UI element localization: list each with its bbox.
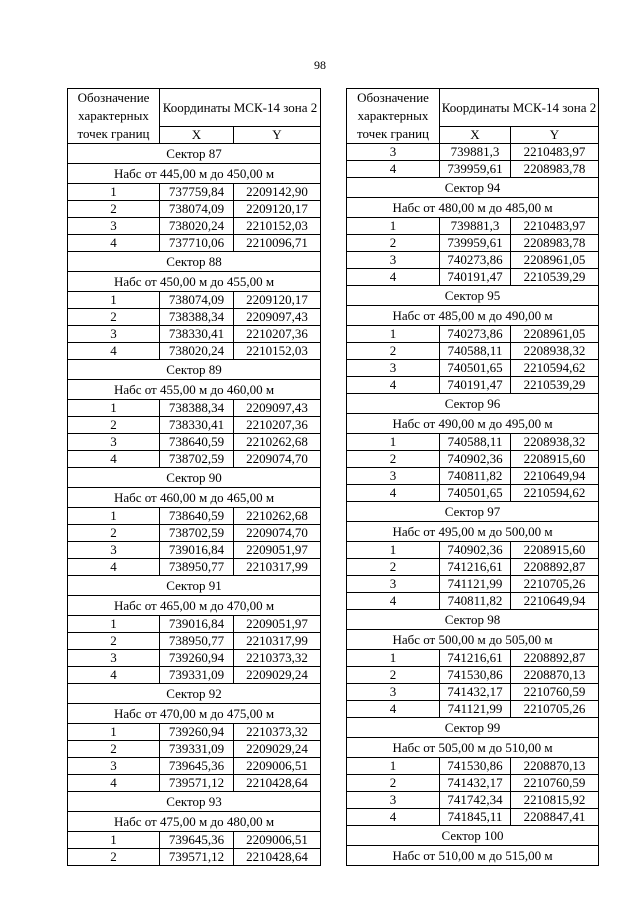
point-number: 1	[68, 292, 160, 309]
point-number: 4	[68, 775, 160, 792]
sector-range-row	[68, 596, 321, 616]
coord-x: 741530,86	[440, 758, 511, 775]
point-number: 4	[68, 343, 160, 360]
point-number: 1	[68, 400, 160, 417]
coord-x: 738330,41	[160, 417, 234, 434]
point-number: 4	[347, 701, 440, 718]
table-row	[347, 701, 599, 718]
table-row	[68, 451, 321, 468]
header-y: Y	[511, 127, 599, 144]
table-row	[347, 377, 599, 394]
coord-y: 2210760,59	[511, 684, 599, 701]
table-row	[347, 576, 599, 593]
sector-range: Набс от 460,00 м до 465,00 м	[68, 488, 321, 508]
table-row	[68, 667, 321, 684]
header-row	[68, 89, 321, 127]
coord-x: 741216,61	[440, 650, 511, 667]
sector-title: Сектор 91	[68, 576, 321, 596]
point-number: 1	[68, 724, 160, 741]
coord-x: 737710,06	[160, 235, 234, 252]
coord-y: 2210317,99	[234, 633, 321, 650]
coord-y: 2209051,97	[234, 542, 321, 559]
page-number: 98	[314, 58, 326, 72]
sector-title: Сектор 100	[347, 826, 599, 846]
coord-y: 2208938,32	[511, 434, 599, 451]
coord-x: 740501,65	[440, 360, 511, 377]
coord-x: 738702,59	[160, 451, 234, 468]
table-row	[68, 559, 321, 576]
coord-y: 2209097,43	[234, 400, 321, 417]
point-number: 1	[347, 542, 440, 559]
header-y: Y	[234, 127, 321, 144]
coord-y: 2210428,64	[234, 775, 321, 792]
point-number: 2	[68, 201, 160, 218]
header-coordinates: Координаты МСК-14 зона 2	[440, 89, 599, 127]
sector-range: Набс от 445,00 м до 450,00 м	[68, 164, 321, 184]
coord-y: 2209029,24	[234, 741, 321, 758]
table-row	[68, 326, 321, 343]
coord-y: 2210705,26	[511, 576, 599, 593]
coord-y: 2208870,13	[511, 758, 599, 775]
sector-range-row	[68, 164, 321, 184]
coord-x: 738020,24	[160, 218, 234, 235]
point-number: 1	[347, 434, 440, 451]
coord-x: 741845,11	[440, 809, 511, 826]
sector-range: Набс от 465,00 м до 470,00 м	[68, 596, 321, 616]
coord-x: 741216,61	[440, 559, 511, 576]
coord-y: 2208870,13	[511, 667, 599, 684]
coord-y: 2210705,26	[511, 701, 599, 718]
coord-y: 2208983,78	[511, 235, 599, 252]
sector-row	[68, 792, 321, 812]
table-row	[347, 559, 599, 576]
point-number: 2	[347, 559, 440, 576]
table-row	[68, 218, 321, 235]
coord-y: 2209006,51	[234, 832, 321, 849]
coord-x: 740273,86	[440, 252, 511, 269]
table-row	[68, 758, 321, 775]
table-row	[68, 525, 321, 542]
point-number: 3	[68, 758, 160, 775]
coord-y: 2210483,97	[511, 144, 599, 161]
coord-x: 739881,3	[440, 144, 511, 161]
coord-x: 738388,34	[160, 400, 234, 417]
point-number: 2	[347, 235, 440, 252]
point-number: 4	[347, 269, 440, 286]
sector-title: Сектор 87	[68, 144, 321, 164]
sector-row	[347, 502, 599, 522]
sector-range-row	[347, 846, 599, 866]
point-number: 4	[68, 235, 160, 252]
table-row	[68, 616, 321, 633]
coord-x: 740902,36	[440, 451, 511, 468]
header-x: X	[440, 127, 511, 144]
coord-x: 739959,61	[440, 161, 511, 178]
coord-x: 740191,47	[440, 377, 511, 394]
sector-row	[68, 252, 321, 272]
sector-range-row	[68, 812, 321, 832]
coord-y: 2210262,68	[234, 508, 321, 525]
sector-range-row	[68, 380, 321, 400]
coord-y: 2210649,94	[511, 468, 599, 485]
table-row	[68, 434, 321, 451]
coord-y: 2210373,32	[234, 724, 321, 741]
coord-x: 740273,86	[440, 326, 511, 343]
coord-x: 738388,34	[160, 309, 234, 326]
point-number: 3	[347, 360, 440, 377]
sector-title: Сектор 94	[347, 178, 599, 198]
coord-y: 2210428,64	[234, 849, 321, 866]
coord-y: 2210760,59	[511, 775, 599, 792]
point-number: 3	[347, 468, 440, 485]
coord-y: 2210483,97	[511, 218, 599, 235]
sector-range: Набс от 480,00 м до 485,00 м	[347, 198, 599, 218]
point-number: 3	[68, 650, 160, 667]
table-row	[347, 792, 599, 809]
table-row	[68, 201, 321, 218]
coord-x: 741432,17	[440, 684, 511, 701]
coord-y: 2208892,87	[511, 650, 599, 667]
coord-x: 738640,59	[160, 508, 234, 525]
point-number: 4	[347, 809, 440, 826]
header-point-designation: Обозначение характерных точек границ	[68, 89, 160, 144]
sector-range-row	[347, 522, 599, 542]
coord-y: 2209051,97	[234, 616, 321, 633]
point-number: 1	[347, 650, 440, 667]
table-row	[68, 741, 321, 758]
point-number: 3	[347, 252, 440, 269]
sector-range-row	[347, 738, 599, 758]
sector-title: Сектор 95	[347, 286, 599, 306]
sector-range-row	[68, 272, 321, 292]
coord-x: 739881,3	[440, 218, 511, 235]
coord-y: 2208938,32	[511, 343, 599, 360]
sector-title: Сектор 89	[68, 360, 321, 380]
coord-y: 2210207,36	[234, 326, 321, 343]
sector-range: Набс от 450,00 м до 455,00 м	[68, 272, 321, 292]
point-number: 2	[68, 633, 160, 650]
sector-row	[68, 576, 321, 596]
table-row	[347, 809, 599, 826]
coord-x: 738020,24	[160, 343, 234, 360]
point-number: 2	[347, 667, 440, 684]
coord-x: 741121,99	[440, 576, 511, 593]
sector-range: Набс от 470,00 м до 475,00 м	[68, 704, 321, 724]
sector-title: Сектор 98	[347, 610, 599, 630]
coord-x: 741742,34	[440, 792, 511, 809]
table-row	[68, 650, 321, 667]
coord-y: 2210539,29	[511, 377, 599, 394]
point-number: 3	[347, 792, 440, 809]
sector-title: Сектор 88	[68, 252, 321, 272]
point-number: 4	[347, 485, 440, 502]
table-row	[347, 451, 599, 468]
point-number: 1	[68, 616, 160, 633]
table-row	[347, 360, 599, 377]
table-row	[68, 508, 321, 525]
coord-y: 2210152,03	[234, 218, 321, 235]
point-number: 4	[68, 451, 160, 468]
point-number: 3	[68, 542, 160, 559]
header-row	[347, 89, 599, 127]
point-number: 1	[347, 758, 440, 775]
coord-x: 740811,82	[440, 593, 511, 610]
sector-range: Набс от 500,00 м до 505,00 м	[347, 630, 599, 650]
coord-y: 2208915,60	[511, 542, 599, 559]
sector-row	[347, 718, 599, 738]
coord-y: 2208847,41	[511, 809, 599, 826]
coord-x: 739645,36	[160, 832, 234, 849]
coord-x: 738640,59	[160, 434, 234, 451]
point-number: 4	[347, 593, 440, 610]
sector-row	[347, 826, 599, 846]
table-row	[347, 650, 599, 667]
table-row	[68, 417, 321, 434]
coord-x: 738950,77	[160, 559, 234, 576]
coord-y: 2209120,17	[234, 292, 321, 309]
table-row	[68, 542, 321, 559]
point-number: 4	[347, 377, 440, 394]
coord-y: 2209074,70	[234, 451, 321, 468]
coord-x: 739260,94	[160, 724, 234, 741]
point-number: 3	[347, 144, 440, 161]
coord-y: 2209006,51	[234, 758, 321, 775]
table-row	[347, 542, 599, 559]
coord-y: 2209120,17	[234, 201, 321, 218]
coord-x: 739331,09	[160, 741, 234, 758]
sector-row	[347, 286, 599, 306]
point-number: 2	[68, 417, 160, 434]
point-number: 2	[347, 775, 440, 792]
point-number: 1	[68, 832, 160, 849]
header-coordinates: Координаты МСК-14 зона 2	[160, 89, 321, 127]
sector-range-row	[68, 488, 321, 508]
sector-row	[68, 468, 321, 488]
table-row	[347, 775, 599, 792]
coord-y: 2209097,43	[234, 309, 321, 326]
sector-range: Набс от 485,00 м до 490,00 м	[347, 306, 599, 326]
sector-range-row	[347, 414, 599, 434]
point-number: 4	[68, 667, 160, 684]
point-number: 3	[68, 434, 160, 451]
point-number: 4	[68, 559, 160, 576]
header-point-designation: Обозначение характерных точек границ	[347, 89, 440, 144]
coordinates-table-right	[346, 88, 599, 866]
coord-x: 741121,99	[440, 701, 511, 718]
coord-y: 2210096,71	[234, 235, 321, 252]
sector-row	[68, 360, 321, 380]
coord-x: 739016,84	[160, 542, 234, 559]
coord-x: 739331,09	[160, 667, 234, 684]
table-row	[347, 758, 599, 775]
coord-y: 2208983,78	[511, 161, 599, 178]
sector-title: Сектор 90	[68, 468, 321, 488]
coord-y: 2210594,62	[511, 485, 599, 502]
coord-x: 740588,11	[440, 343, 511, 360]
coord-x: 739260,94	[160, 650, 234, 667]
coord-y: 2209142,90	[234, 184, 321, 201]
coord-x: 741530,86	[440, 667, 511, 684]
point-number: 2	[68, 525, 160, 542]
coord-x: 739016,84	[160, 616, 234, 633]
point-number: 2	[347, 451, 440, 468]
table-row	[347, 684, 599, 701]
coord-x: 739959,61	[440, 235, 511, 252]
sector-row	[347, 394, 599, 414]
table-row	[347, 485, 599, 502]
table-row	[347, 434, 599, 451]
coord-y: 2210262,68	[234, 434, 321, 451]
point-number: 2	[68, 849, 160, 866]
coord-y: 2210594,62	[511, 360, 599, 377]
coord-y: 2210207,36	[234, 417, 321, 434]
point-number: 1	[347, 326, 440, 343]
point-number: 1	[347, 218, 440, 235]
coord-x: 738702,59	[160, 525, 234, 542]
sector-range: Набс от 505,00 м до 510,00 м	[347, 738, 599, 758]
coord-x: 740902,36	[440, 542, 511, 559]
sector-range-row	[347, 198, 599, 218]
coord-x: 740811,82	[440, 468, 511, 485]
point-number: 3	[347, 576, 440, 593]
point-number: 4	[347, 161, 440, 178]
sector-range-row	[68, 704, 321, 724]
sector-range-row	[347, 630, 599, 650]
sector-row	[347, 178, 599, 198]
point-number: 2	[68, 309, 160, 326]
coordinates-table-left	[67, 88, 321, 866]
coord-x: 740588,11	[440, 434, 511, 451]
coord-x: 738074,09	[160, 201, 234, 218]
coord-x: 738074,09	[160, 292, 234, 309]
coord-y: 2208961,05	[511, 252, 599, 269]
point-number: 2	[68, 741, 160, 758]
point-number: 2	[347, 343, 440, 360]
table-row	[347, 269, 599, 286]
table-row	[68, 343, 321, 360]
table-row	[347, 235, 599, 252]
sector-title: Сектор 99	[347, 718, 599, 738]
point-number: 3	[68, 218, 160, 235]
table-row	[347, 326, 599, 343]
sector-range: Набс от 455,00 м до 460,00 м	[68, 380, 321, 400]
table-row	[347, 144, 599, 161]
coord-x: 739571,12	[160, 849, 234, 866]
table-row	[68, 309, 321, 326]
point-number: 3	[347, 684, 440, 701]
coord-y: 2208961,05	[511, 326, 599, 343]
coord-y: 2208892,87	[511, 559, 599, 576]
coord-y: 2210649,94	[511, 593, 599, 610]
table-row	[347, 343, 599, 360]
table-row	[68, 775, 321, 792]
table-row	[68, 292, 321, 309]
sector-row	[68, 684, 321, 704]
coord-y: 2210815,92	[511, 792, 599, 809]
sector-range: Набс от 475,00 м до 480,00 м	[68, 812, 321, 832]
coord-x: 738330,41	[160, 326, 234, 343]
coord-x: 740191,47	[440, 269, 511, 286]
sector-title: Сектор 92	[68, 684, 321, 704]
sector-title: Сектор 97	[347, 502, 599, 522]
sector-range: Набс от 495,00 м до 500,00 м	[347, 522, 599, 542]
coord-x: 740501,65	[440, 485, 511, 502]
coord-y: 2210373,32	[234, 650, 321, 667]
table-row	[68, 849, 321, 866]
table-row	[68, 832, 321, 849]
sector-range-row	[347, 306, 599, 326]
table-row	[68, 400, 321, 417]
table-row	[347, 252, 599, 269]
table-row	[347, 667, 599, 684]
coord-x: 739571,12	[160, 775, 234, 792]
table-row	[68, 235, 321, 252]
table-row	[347, 593, 599, 610]
coord-y: 2210317,99	[234, 559, 321, 576]
coord-y: 2210152,03	[234, 343, 321, 360]
sector-range: Набс от 510,00 м до 515,00 м	[347, 846, 599, 866]
table-row	[347, 218, 599, 235]
coord-x: 739645,36	[160, 758, 234, 775]
sector-row	[347, 610, 599, 630]
coord-y: 2208915,60	[511, 451, 599, 468]
coord-x: 737759,84	[160, 184, 234, 201]
sector-title: Сектор 93	[68, 792, 321, 812]
table-row	[347, 161, 599, 178]
point-number: 1	[68, 508, 160, 525]
sector-range: Набс от 490,00 м до 495,00 м	[347, 414, 599, 434]
point-number: 3	[68, 326, 160, 343]
table-row	[68, 633, 321, 650]
coord-x: 741432,17	[440, 775, 511, 792]
coord-y: 2209029,24	[234, 667, 321, 684]
header-x: X	[160, 127, 234, 144]
table-row	[347, 468, 599, 485]
coord-x: 738950,77	[160, 633, 234, 650]
coord-y: 2209074,70	[234, 525, 321, 542]
sector-title: Сектор 96	[347, 394, 599, 414]
table-row	[68, 724, 321, 741]
sector-row	[68, 144, 321, 164]
table-row	[68, 184, 321, 201]
point-number: 1	[68, 184, 160, 201]
coord-y: 2210539,29	[511, 269, 599, 286]
